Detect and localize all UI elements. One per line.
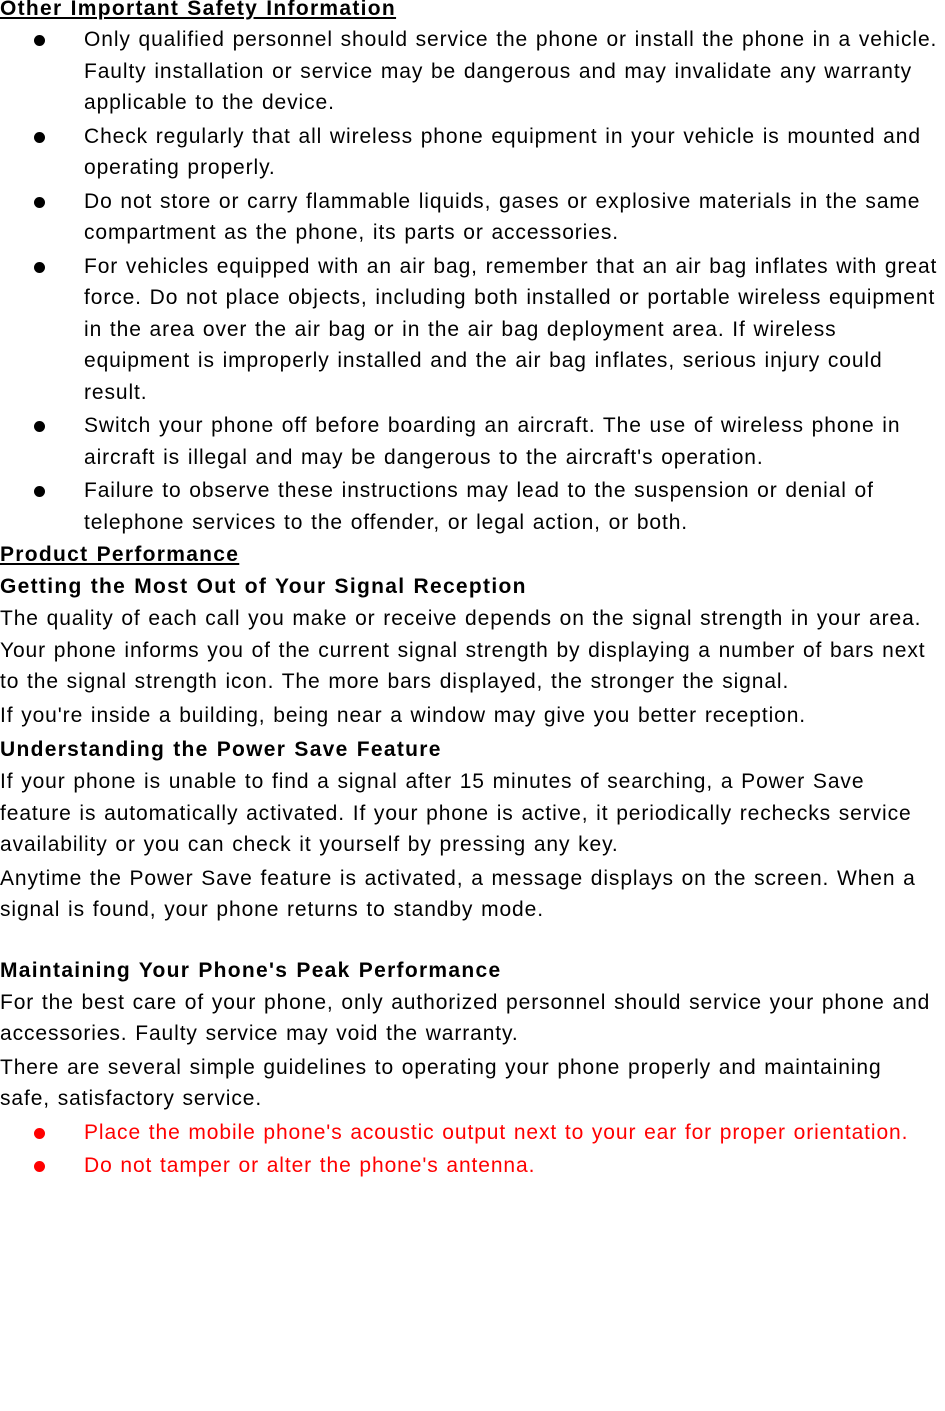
spacer: [0, 928, 939, 954]
list-item: [0, 475, 939, 538]
bullet-dot-icon: [34, 262, 45, 273]
paragraph-authorized-service: For the best care of your phone, only authorized personnel should service your phone and accessories. Faulty service may void the warranty.: [0, 990, 931, 1045]
list-item: [0, 1117, 939, 1149]
bullet-text: Do not store or carry flammable liquids, gases or explosive materials in the same compartment as the phone, its parts or accessories.: [84, 189, 921, 244]
list-item: [0, 251, 939, 409]
bullet-dot-icon: [34, 486, 45, 497]
paragraph-building-reception: If you're inside a building, being near a window may give you better reception.: [0, 703, 807, 727]
paragraph-power-save-activation: If your phone is unable to find a signal after 15 minutes of searching, a Power Save feature is automatically activated. If your phone is active, it periodically rechecks service availability or you can check it yourself by pressing any key.: [0, 770, 912, 856]
bullet-dot-icon: [34, 1161, 45, 1172]
section-heading-safety: Other Important Safety Information: [0, 0, 397, 20]
list-item: [0, 24, 939, 119]
bullet-text: For vehicles equipped with an air bag, remember that an air bag inflates with great force. Do not place objects, including both installed or portable wireless equipment in the area over the air bag or in the air bag deployment area. If wireless equipment is improperly installed and the air bag inflates, serious injury could result.: [84, 254, 938, 404]
bullet-dot-icon: [34, 35, 45, 46]
subheading-peak-performance: Maintaining Your Phone's Peak Performance: [0, 958, 502, 982]
bullet-text: Do not tamper or alter the phone's antenna.: [84, 1154, 536, 1177]
list-item: [0, 121, 939, 184]
subheading-signal-reception: Getting the Most Out of Your Signal Reception: [0, 575, 527, 598]
section-heading-performance: Product Performance: [0, 543, 240, 566]
bullet-text: Check regularly that all wireless phone equipment in your vehicle is mounted and operating properly.: [84, 124, 921, 179]
bullet-text: Failure to observe these instructions may lead to the suspension or denial of telephone services to the offender, or legal action, or both.: [84, 479, 874, 534]
safety-bullet-list: [0, 24, 939, 538]
guideline-bullet-list: [0, 1117, 939, 1182]
paragraph-power-save-message: Anytime the Power Save feature is activated, a message displays on the screen. When a signal is found, your phone returns to standby mode.: [0, 866, 916, 921]
bullet-text: Switch your phone off before boarding an aircraft. The use of wireless phone in aircraft is illegal and may be dangerous to the aircraft's operation.: [84, 414, 901, 469]
list-item: [0, 410, 939, 473]
list-item: [0, 1150, 939, 1182]
paragraph-signal-quality: The quality of each call you make or receive depends on the signal strength in your area. Your phone informs you of the current signal strength by displaying a number of bars next to the signal strength icon. The more bars displayed, the stronger the signal.: [0, 607, 926, 693]
list-item: [0, 186, 939, 249]
bullet-dot-icon: [34, 132, 45, 143]
bullet-dot-icon: [34, 197, 45, 208]
paragraph-guidelines: There are several simple guidelines to operating your phone properly and maintaining safe, satisfactory service.: [0, 1055, 882, 1110]
bullet-text: Only qualified personnel should service the phone or install the phone in a vehicle. Faulty installation or service may be dangerous and may invalidate any warranty applicable to the device.: [84, 28, 938, 114]
bullet-text: Place the mobile phone's acoustic output next to your ear for proper orientation.: [84, 1120, 909, 1144]
bullet-dot-icon: [34, 421, 45, 432]
subheading-power-save: Understanding the Power Save Feature: [0, 738, 442, 761]
bullet-dot-icon: [34, 1128, 45, 1139]
